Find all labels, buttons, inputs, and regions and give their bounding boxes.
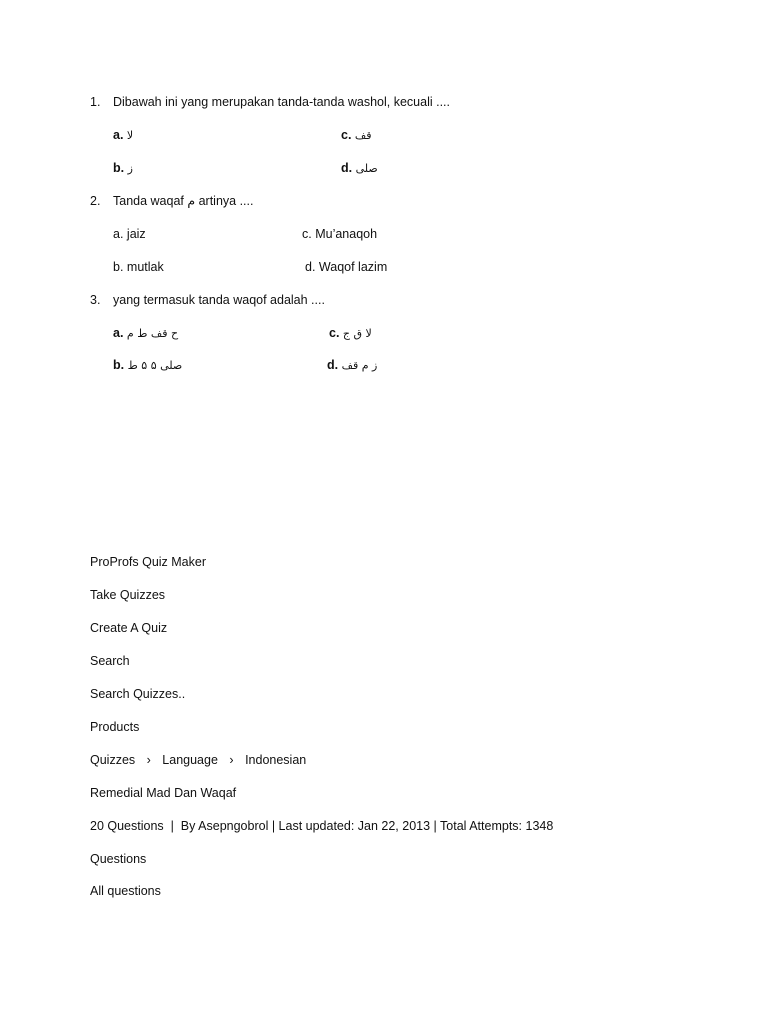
option-text: Mu’anaqoh [315, 227, 378, 241]
question-number: 2. [90, 194, 101, 208]
option-a [113, 325, 178, 342]
option-label: b. [113, 260, 124, 274]
option-text: لا [126, 129, 134, 142]
create-quiz-link[interactable]: Create A Quiz [90, 621, 168, 635]
question-text: Tanda waqaf م artinya .... [113, 194, 254, 208]
search-quizzes-field[interactable]: Search Quizzes.. [90, 687, 186, 701]
option-b [113, 160, 133, 177]
option-d [341, 160, 378, 177]
option-c [302, 226, 377, 242]
quiz-meta: 20 Questions | By Asepngobrol | Last updated: Jan 22, 2013 | Total Attempts: 1348 [90, 819, 554, 833]
option-text: لا ق ج [342, 327, 372, 340]
question-text: Dibawah ini yang merupakan tanda-tanda washol, kecuali .... [113, 95, 451, 109]
breadcrumb [90, 752, 306, 768]
option-text: صلى [355, 162, 378, 175]
search-link[interactable]: Search [90, 654, 130, 668]
brand-link[interactable]: ProProfs Quiz Maker [90, 555, 207, 569]
option-text: jaiz [126, 227, 146, 241]
option-label: a. [113, 227, 124, 241]
option-label: a. [113, 128, 124, 142]
take-quizzes-link[interactable]: Take Quizzes [90, 588, 166, 602]
breadcrumb-indonesian[interactable]: Indonesian [245, 753, 307, 767]
question-text: yang termasuk tanda waqof adalah .... [113, 293, 325, 307]
option-d [305, 259, 387, 275]
quiz-title: Remedial Mad Dan Waqaf [90, 786, 237, 800]
option-text: ز [127, 162, 133, 175]
option-label: d. [305, 260, 316, 274]
option-b [113, 259, 164, 275]
option-label: a. [113, 326, 124, 340]
option-label: d. [341, 161, 353, 175]
option-label: c. [329, 326, 340, 340]
option-c [329, 325, 372, 342]
option-label: c. [302, 227, 312, 241]
option-text: ح قف ط م [126, 327, 179, 340]
option-a [113, 127, 133, 144]
option-text: ز م قف [341, 359, 378, 372]
option-text: Waqof lazim [318, 260, 388, 274]
option-c [341, 127, 372, 144]
questions-heading: Questions [90, 852, 147, 866]
breadcrumb-language[interactable]: Language [162, 753, 218, 767]
option-a [113, 226, 146, 242]
option-label: b. [113, 161, 125, 175]
option-text: قف [354, 129, 372, 142]
option-label: d. [327, 358, 339, 372]
option-b [113, 357, 182, 374]
option-label: c. [341, 128, 352, 142]
question-number: 3. [90, 293, 101, 307]
breadcrumb-quizzes[interactable]: Quizzes [90, 753, 136, 767]
option-label: b. [113, 358, 125, 372]
option-d [327, 357, 377, 374]
breadcrumb-separator: › [229, 753, 234, 767]
question-number: 1. [90, 95, 101, 109]
option-text: صلى ۵ ۵ ط [127, 359, 183, 372]
products-link[interactable]: Products [90, 720, 140, 734]
breadcrumb-separator: › [146, 753, 151, 767]
option-text: mutlak [126, 260, 164, 274]
all-questions-link[interactable]: All questions [90, 884, 161, 898]
